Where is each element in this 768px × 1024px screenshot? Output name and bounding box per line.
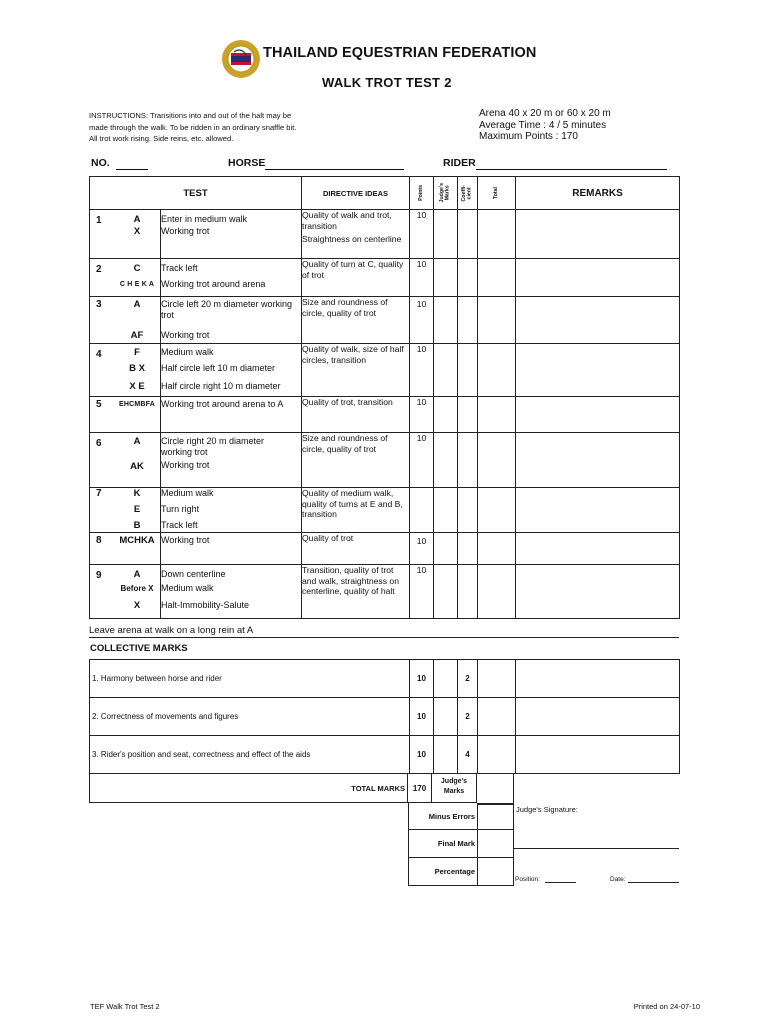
date-field[interactable] [628, 882, 679, 883]
collective-row [90, 698, 680, 736]
directive-cell: Size and roundness of circle, quality of trot [302, 297, 410, 344]
movement-row [90, 344, 680, 397]
signature-label: Judge's Signature: [516, 805, 578, 814]
directive-cell: Quality of trot, transition [302, 397, 410, 433]
directive-cell: Quality of trot [302, 533, 410, 565]
movement-test-cell: 3 A AF Circle left 20 m diameter working trot Working trot [90, 297, 302, 344]
coef-cell [458, 210, 478, 259]
instruction-line: made through the walk. To be ridden in an ordinary snaffle bit. [89, 122, 297, 132]
federation-logo [222, 40, 260, 78]
collective-row [90, 660, 680, 698]
movement-row [90, 488, 680, 533]
judges-mark-cell[interactable] [434, 488, 458, 533]
total-cell[interactable] [478, 533, 516, 565]
col-points: Points [410, 177, 434, 210]
minus-errors-label: Minus Errors [428, 812, 475, 821]
movement-test-cell: 8 MCHKA Working trot [90, 533, 302, 565]
judges-mark-cell[interactable] [434, 698, 458, 736]
footer-left: TEF Walk Trot Test 2 [90, 1002, 160, 1011]
total-cell[interactable] [478, 433, 516, 488]
points-cell: 10 [410, 344, 434, 397]
footer-right: Printed on 24-07-10 [633, 1002, 700, 1011]
judges-marks-header: Judge's Marks [432, 773, 477, 803]
remarks-cell[interactable] [516, 344, 680, 397]
total-cell[interactable] [478, 344, 516, 397]
total-cell[interactable] [478, 488, 516, 533]
movement-test-cell: 4 F B X X E Medium walk Half circle left 10 m diameter Half circle right 10 m diameter [90, 344, 302, 397]
movement-row [90, 210, 680, 259]
points-cell: 10 [410, 565, 434, 619]
movement-test-cell: 6 A AK Circle right 20 m diameter working trot Working trot [90, 433, 302, 488]
rider-label: RIDER [443, 157, 476, 169]
total-cell[interactable] [478, 698, 516, 736]
remarks-cell[interactable] [516, 259, 680, 297]
coef-cell [458, 533, 478, 565]
final-labels [408, 803, 478, 886]
judges-mark-cell[interactable] [434, 210, 458, 259]
position-label: Position: [515, 876, 540, 883]
collective-item: 2. Correctness of movements and figures [90, 698, 410, 736]
total-marks-value-cell [408, 773, 432, 803]
judges-marks-total-cell[interactable] [477, 773, 514, 803]
judges-mark-cell[interactable] [434, 660, 458, 698]
coef-cell: 4 [458, 736, 478, 774]
test-table [89, 176, 680, 619]
directive-cell: Quality of medium walk, quality of turns at E and B, transition [302, 488, 410, 533]
coef-cell [458, 397, 478, 433]
movement-row [90, 297, 680, 344]
remarks-cell[interactable] [516, 698, 680, 736]
total-cell[interactable] [478, 259, 516, 297]
coef-cell: 2 [458, 660, 478, 698]
average-time: Average Time : 4 / 5 minutes [479, 119, 607, 131]
remarks-cell[interactable] [516, 488, 680, 533]
judges-mark-cell[interactable] [434, 297, 458, 344]
movement-test-cell: 9 A Before X X Down centerline Medium walk Halt-Immobility-Salute [90, 565, 302, 619]
remarks-cell[interactable] [516, 736, 680, 774]
points-cell: 10 [410, 259, 434, 297]
arena-info [479, 108, 611, 143]
rider-field[interactable] [476, 169, 667, 170]
movement-test-cell: 2 C C H E K A Track left Working trot around arena [90, 259, 302, 297]
total-cell[interactable] [478, 736, 516, 774]
coef-cell [458, 259, 478, 297]
coef-cell [458, 488, 478, 533]
points-cell: 10 [410, 433, 434, 488]
coef-cell [458, 565, 478, 619]
col-coefficient: Coeffi- cient [458, 177, 478, 210]
col-remarks: REMARKS [516, 177, 680, 210]
final-values [477, 803, 514, 886]
movement-row [90, 433, 680, 488]
total-marks-label: TOTAL MARKS [351, 784, 405, 793]
points-cell: 10 [410, 660, 434, 698]
total-cell[interactable] [478, 565, 516, 619]
collective-marks-heading: COLLECTIVE MARKS [90, 643, 188, 654]
points-cell: 10 [410, 736, 434, 774]
movement-test-cell: 7 K E B Medium walk Turn right Track left [90, 488, 302, 533]
table-header-row [90, 177, 680, 210]
directive-cell: Quality of walk, size of half circles, transition [302, 344, 410, 397]
remarks-cell[interactable] [516, 533, 680, 565]
movement-row [90, 533, 680, 565]
points-cell: 10 [410, 698, 434, 736]
final-mark-label: Final Mark [437, 839, 475, 848]
movement-row [90, 259, 680, 297]
collective-table [89, 659, 680, 774]
col-judges-marks: Judge's Marks [434, 177, 458, 210]
org-name: THAILAND EQUESTRIAN FEDERATION [263, 45, 537, 61]
signature-line[interactable] [514, 848, 679, 849]
points-cell: 10 [410, 397, 434, 433]
arena-size: Arena 40 x 20 m or 60 x 20 m [479, 108, 611, 119]
percentage-label: Percentage [434, 867, 475, 876]
remarks-cell[interactable] [516, 297, 680, 344]
judges-mark-cell[interactable] [434, 565, 458, 619]
total-cell[interactable] [478, 210, 516, 259]
horse-field[interactable] [265, 169, 404, 170]
coef-cell [458, 433, 478, 488]
horse-label: HORSE [228, 157, 266, 169]
remarks-cell[interactable] [516, 397, 680, 433]
remarks-cell[interactable] [516, 433, 680, 488]
judges-mark-cell[interactable] [434, 344, 458, 397]
test-title: WALK TROT TEST 2 [322, 75, 452, 90]
total-marks-box [89, 773, 408, 803]
coef-cell [458, 344, 478, 397]
movement-row [90, 397, 680, 433]
remarks-cell[interactable] [516, 565, 680, 619]
percentage-field[interactable] [477, 885, 513, 886]
collective-item: 1. Harmony between horse and rider [90, 660, 410, 698]
leave-arena-text: Leave arena at walk on a long rein at A [89, 625, 254, 636]
col-total: Total [478, 177, 516, 210]
points-cell [410, 488, 434, 533]
position-field[interactable] [545, 882, 576, 883]
col-test: TEST [90, 177, 302, 210]
remarks-cell[interactable] [516, 660, 680, 698]
points-cell: 10 [410, 210, 434, 259]
judges-mark-cell[interactable] [434, 259, 458, 297]
directive-cell: Size and roundness of circle, quality of trot [302, 433, 410, 488]
movement-row [90, 565, 680, 619]
minus-errors-field[interactable] [477, 829, 513, 830]
collective-item: 3. Rider's position and seat, correctness and effect of the aids [90, 736, 410, 774]
movement-test-cell: 5 EHCMBFA Working trot around arena to A [90, 397, 302, 433]
judges-mark-cell[interactable] [434, 533, 458, 565]
instruction-line: All trot work rising. Side reins, etc. allowed. [89, 134, 234, 144]
maximum-points: Maximum Points : 170 [479, 131, 578, 143]
coef-cell [458, 297, 478, 344]
judges-mark-cell[interactable] [434, 433, 458, 488]
remarks-cell[interactable] [516, 210, 680, 259]
points-cell: 10 [410, 533, 434, 565]
divider [89, 637, 679, 638]
instruction-line: INSTRUCTIONS: Transitions into and out of the halt may be [89, 111, 292, 120]
directive-cell: Transition, quality of trot and walk, straightness on centerline, quality of halt [302, 565, 410, 619]
total-cell[interactable] [478, 397, 516, 433]
directive-cell: Quality of walk and trot, transition Straightness on centerline [302, 210, 410, 259]
final-mark-field[interactable] [477, 857, 513, 858]
points-cell: 10 [410, 297, 434, 344]
judges-mark-cell[interactable] [434, 736, 458, 774]
total-marks-value: 170 [412, 784, 427, 793]
no-label: NO. [91, 157, 110, 169]
coef-cell: 2 [458, 698, 478, 736]
total-cell[interactable] [478, 297, 516, 344]
instructions [89, 110, 419, 145]
total-cell[interactable] [478, 660, 516, 698]
directive-cell: Quality of turn at C, quality of trot [302, 259, 410, 297]
col-directive: DIRECTIVE IDEAS [302, 177, 410, 210]
collective-row [90, 736, 680, 774]
judges-mark-cell[interactable] [434, 397, 458, 433]
no-field[interactable] [116, 169, 148, 170]
date-label: Date: [610, 876, 626, 883]
movement-test-cell: 1 A X Enter in medium walk Working trot [90, 210, 302, 259]
